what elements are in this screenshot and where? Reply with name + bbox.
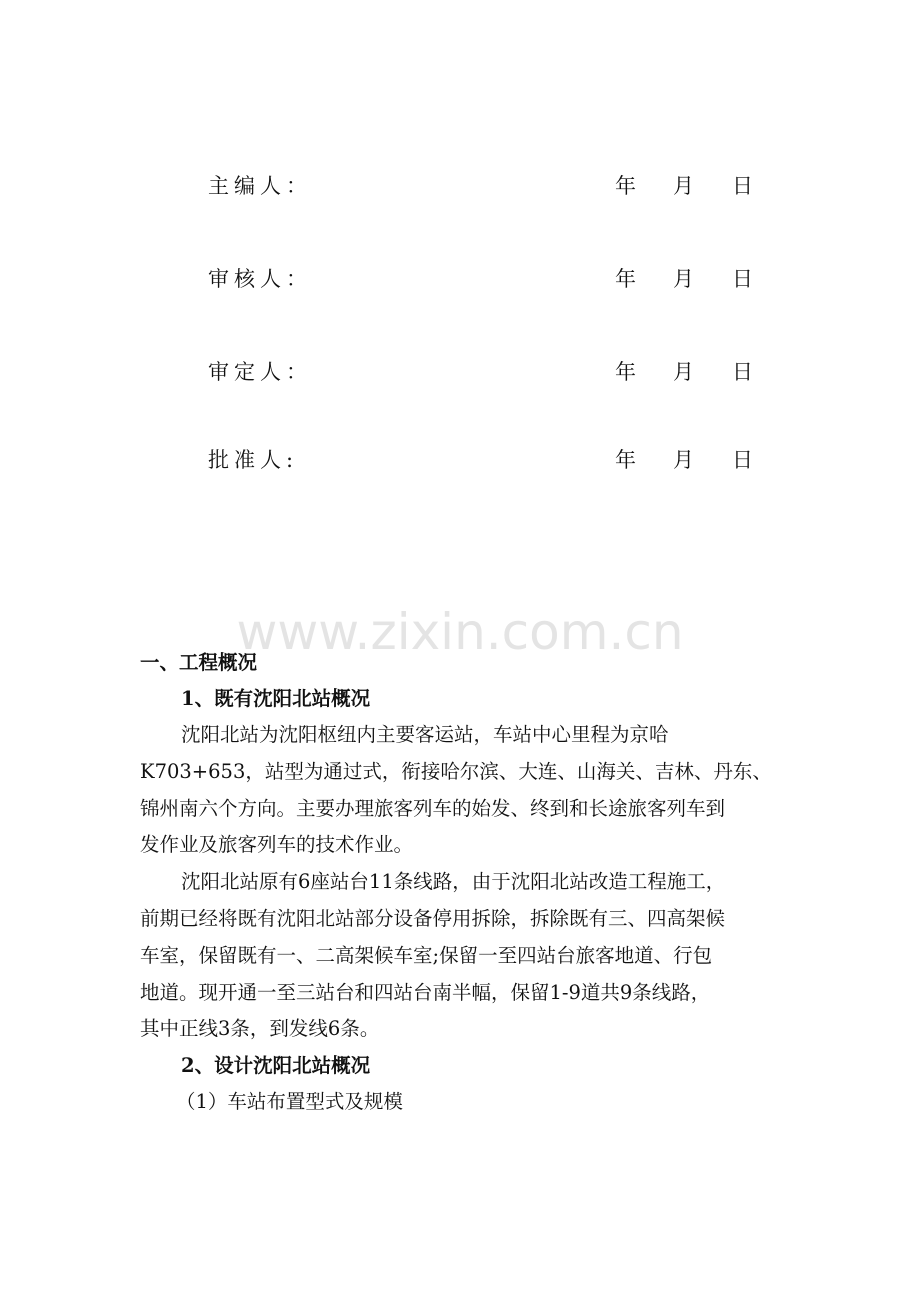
document-body	[140, 645, 780, 1120]
paragraph-existing-station	[140, 717, 780, 864]
section-heading: 一、工程概况	[140, 651, 258, 674]
signature-row-editor	[0, 169, 920, 203]
editor-label: 主编人：	[208, 174, 312, 198]
month-label: 月	[673, 448, 694, 472]
signature-row-reviewer	[0, 262, 920, 296]
reviewer-label: 审核人：	[208, 267, 312, 291]
signature-row-authorizer	[0, 443, 920, 477]
year-label: 年	[615, 448, 636, 472]
day-label: 日	[732, 360, 753, 384]
month-label: 月	[673, 174, 694, 198]
paragraph-line: 其中正线3条，到发线6条。	[140, 1017, 380, 1041]
year-label: 年	[615, 360, 636, 384]
day-label: 日	[732, 267, 753, 291]
subsection-heading: 1、既有沈阳北站概况	[181, 687, 371, 710]
signature-row-approver	[0, 355, 920, 389]
month-label: 月	[673, 360, 694, 384]
subsection-heading: 2、设计沈阳北站概况	[181, 1054, 371, 1078]
approver-label: 审定人：	[208, 360, 312, 384]
paragraph-line: 地道。现开通一至三站台和四站台南半幅，保留1-9道共9条线路，	[140, 980, 711, 1004]
day-label: 日	[732, 448, 753, 472]
paragraph-line: 沈阳北站为沈阳枢纽内主要客运站，车站中心里程为京哈	[181, 723, 669, 746]
paragraph-line: 车室，保留既有一、二高架候车室;保留一至四站台旅客地道、行包	[140, 943, 713, 967]
paragraph-line: 发作业及旅客列车的技术作业。	[140, 833, 414, 857]
month-label: 月	[673, 267, 694, 291]
paragraph-line: 锦州南六个方向。主要办理旅客列车的始发、终到和长途旅客列车到	[140, 796, 726, 820]
paragraph-station-status	[140, 864, 780, 1048]
paragraph-line: 沈阳北站原有6座站台11条线路，由于沈阳北站改造工程施工，	[181, 870, 726, 894]
watermark: www.zixin.com.cn	[236, 603, 684, 661]
list-item-heading: （1）车站布置型式及规模	[176, 1090, 403, 1114]
authorizer-label: 批准人:	[208, 448, 299, 472]
day-label: 日	[732, 174, 753, 198]
year-label: 年	[615, 267, 636, 291]
paragraph-line: 前期已经将既有沈阳北站部分设备停用拆除，拆除既有三、四高架候	[140, 906, 726, 930]
paragraph-line: K703+653，站型为通过式，衔接哈尔滨、大连、山海关、吉林、丹东、	[140, 759, 772, 783]
year-label: 年	[615, 174, 636, 198]
